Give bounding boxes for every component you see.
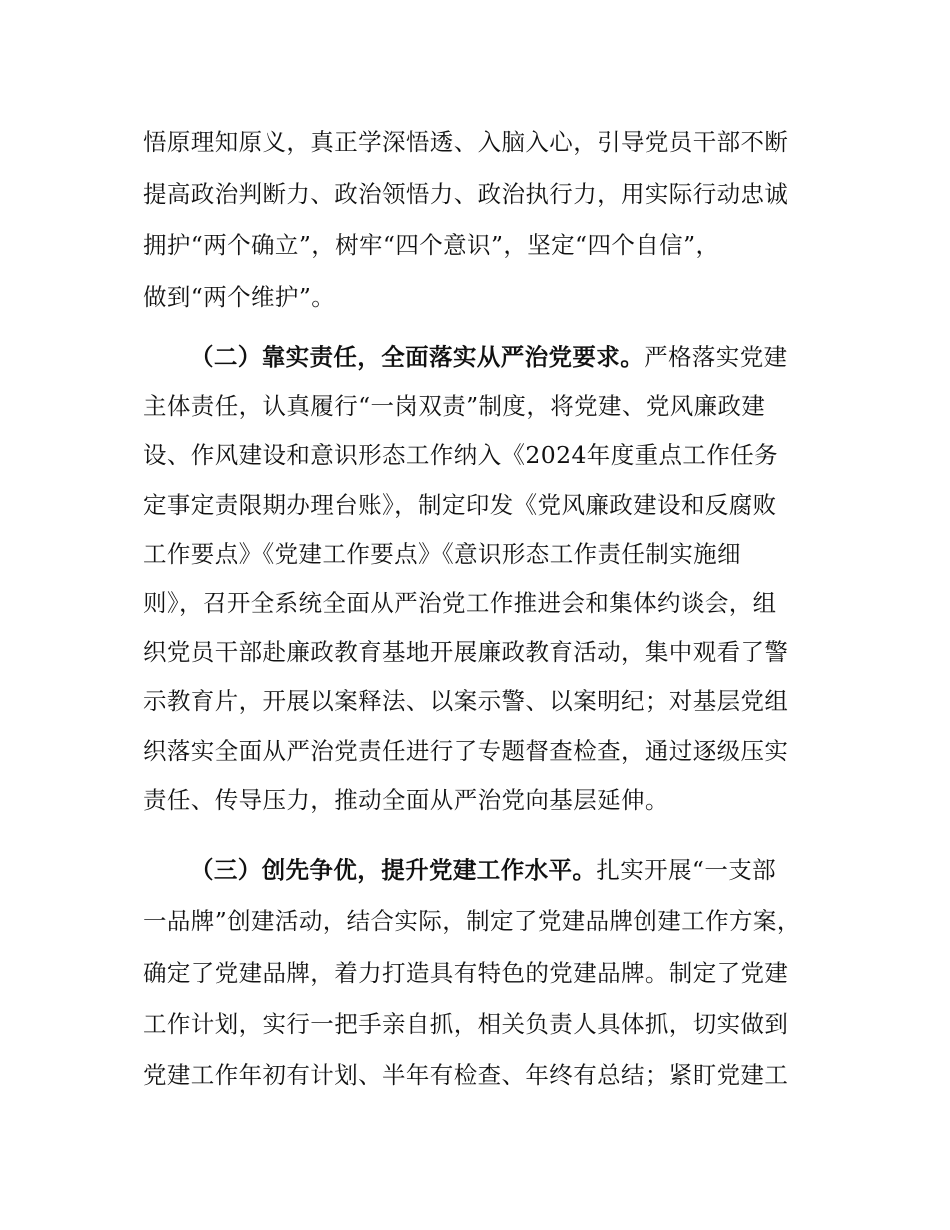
text-line: 拥护“两个确立”，树牢“四个意识”，坚定“四个自信”， [143, 231, 720, 260]
paragraph-1 [143, 117, 843, 324]
text-line-first [143, 845, 843, 896]
text-line: 主体责任，认真履行“一岗双责”制度，将党建、党风廉政建 [143, 392, 766, 421]
text-line: 工作要点》《党建工作要点》《意识形态工作责任制实施细 [143, 539, 741, 568]
text-line: 责任、传导压力，推动全面从严治党向基层延伸。 [143, 785, 669, 814]
section-heading: （三）创先争优，提升党建工作水平。 [190, 856, 597, 884]
text-line: 一品牌”创建活动，结合实际，制定了党建品牌创建工作方案， [143, 907, 801, 936]
text-line: 织党员干部赴廉政教育基地开展廉政教育活动，集中观看了警 [143, 638, 789, 667]
text-line-first [143, 333, 843, 382]
text-line: 定事定责限期办理台账》，制定印发《党风廉政建设和反腐败 [143, 490, 777, 519]
section-heading: （二）靠实责任，全面落实从严治党要求。 [190, 343, 645, 371]
text-line: 示教育片，开展以案释法、以案示警、以案明纪；对基层党组 [143, 687, 789, 716]
text-run: 扎实开展“一支部 [596, 856, 777, 884]
text-line: 设、作风建设和意识形态工作纳入《2024年度重点工作任务 [143, 441, 779, 470]
text-run: 严格落实党建 [644, 343, 788, 371]
text-line: 则》，召开全系统全面从严治党工作推进会和集体约谈会，组 [143, 588, 777, 617]
text-line: 工作计划，实行一把手亲自抓，相关负责人具体抓，切实做到 [143, 1009, 789, 1038]
text-line: 确定了党建品牌，着力打造具有特色的党建品牌。制定了党建 [143, 958, 789, 987]
paragraph-2 [143, 333, 843, 825]
text-line: 织落实全面从严治党责任进行了专题督查检查，通过逐级压实 [143, 736, 789, 765]
paragraph-3 [143, 845, 843, 1101]
text-line: 党建工作年初有计划、半年有检查、年终有总结；紧盯党建工 [143, 1061, 789, 1090]
text-line: 悟原理知原义，真正学深悟透、入脑入心，引导党员干部不断 [143, 128, 789, 156]
text-line: 提高政治判断力、政治领悟力、政治执行力，用实际行动忠诚 [143, 179, 789, 208]
text-line: 做到“两个维护”。 [143, 283, 336, 312]
